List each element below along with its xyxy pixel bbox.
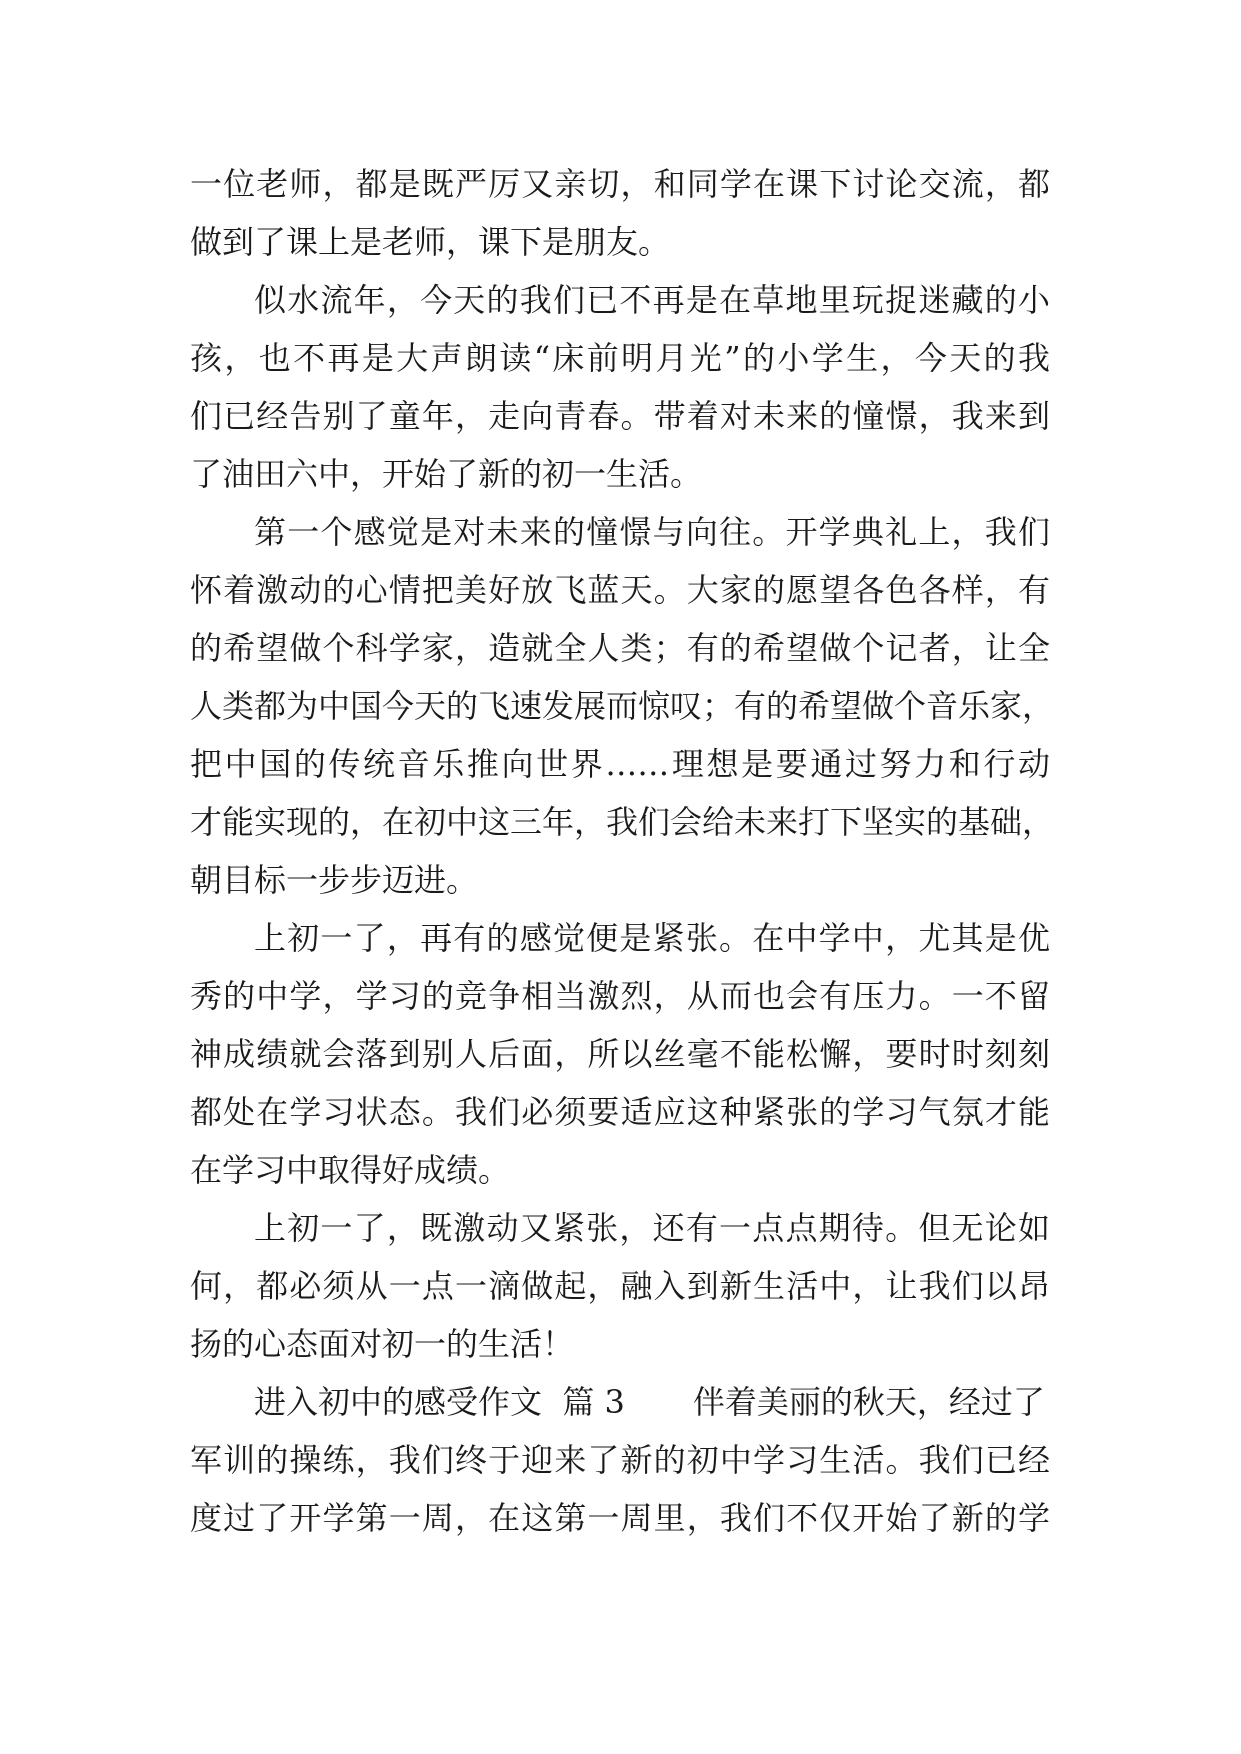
paragraph-first-line: 第一个感觉是对未来的憧憬与向往。开学典礼上，我们 bbox=[254, 513, 1050, 551]
text-line: 度过了开学第一周，在这第一周里，我们不仅开始了新的学 bbox=[190, 1499, 1050, 1537]
paragraph-first-line: 上初一了，再有的感觉便是紧张。在中学中，尤其是优 bbox=[254, 919, 1050, 957]
text-line: 们已经告别了童年，走向青春。带着对未来的憧憬，我来到 bbox=[190, 397, 1050, 435]
text-line: 做到了课上是老师，课下是朋友。 bbox=[190, 223, 671, 261]
text-line: 何，都必须从一点一滴做起，融入到新生活中，让我们以昂 bbox=[190, 1267, 1050, 1305]
text-line: 在学习中取得好成绩。 bbox=[190, 1151, 511, 1189]
text-line: 扬的心态面对初一的生活！ bbox=[190, 1325, 575, 1363]
text-line: 一位老师，都是既严厉又亲切，和同学在课下讨论交流，都 bbox=[190, 165, 1050, 203]
text-line: 朝目标一步步迈进。 bbox=[190, 861, 479, 899]
text-line: 把中国的传统音乐推向世界……理想是要通过努力和行动 bbox=[190, 745, 1050, 783]
text-line: 军训的操练，我们终于迎来了新的初中学习生活。我们已经 bbox=[190, 1441, 1050, 1479]
text-line: 的希望做个科学家，造就全人类；有的希望做个记者，让全 bbox=[190, 629, 1050, 667]
text-line: 才能实现的，在初中这三年，我们会给未来打下坚实的基础， bbox=[190, 803, 1055, 841]
text-line: 孩，也不再是大声朗读“床前明月光”的小学生，今天的我 bbox=[190, 339, 1050, 377]
section-heading: 进入初中的感受作文 篇 3 bbox=[254, 1383, 625, 1421]
section-heading-line bbox=[190, 1382, 1050, 1422]
section-first-line: 伴着美丽的秋天，经过了 bbox=[692, 1383, 1045, 1421]
text-line: 都处在学习状态。我们必须要适应这种紧张的学习气氛才能 bbox=[190, 1093, 1050, 1131]
paragraph-first-line: 似水流年，今天的我们已不再是在草地里玩捉迷藏的小 bbox=[254, 281, 1050, 319]
text-line: 了油田六中，开始了新的初一生活。 bbox=[190, 455, 703, 493]
text-line: 神成绩就会落到别人后面，所以丝毫不能松懈，要时时刻刻 bbox=[190, 1035, 1050, 1073]
text-line: 人类都为中国今天的飞速发展而惊叹；有的希望做个音乐家， bbox=[190, 687, 1055, 725]
text-line: 怀着激动的心情把美好放飞蓝天。大家的愿望各色各样，有 bbox=[190, 571, 1050, 609]
paragraph-first-line: 上初一了，既激动又紧张，还有一点点期待。但无论如 bbox=[254, 1209, 1050, 1247]
text-line: 秀的中学，学习的竞争相当激烈，从而也会有压力。一不留 bbox=[190, 977, 1050, 1015]
